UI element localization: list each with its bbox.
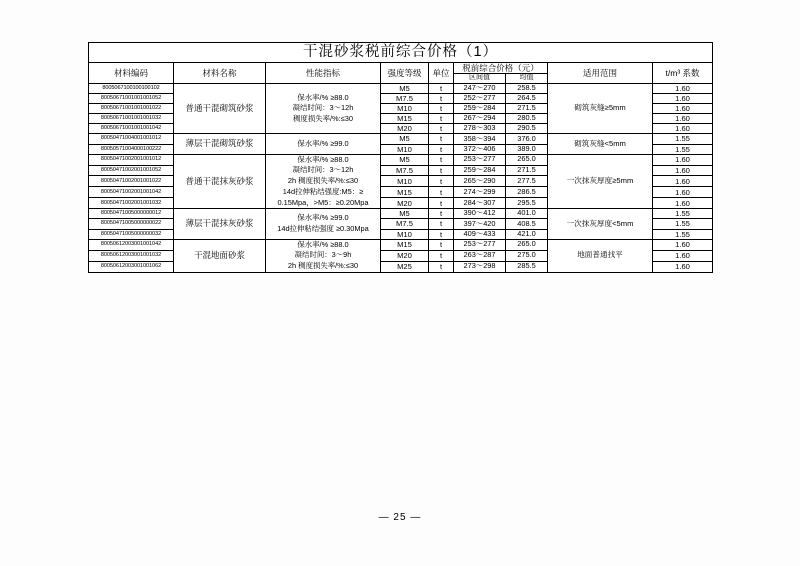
price-avg-cell: 295.5 <box>506 198 548 209</box>
coefficient-cell: 1.60 <box>653 165 713 176</box>
coefficient-cell: 1.60 <box>653 187 713 198</box>
price-avg-cell: 275.0 <box>506 250 548 261</box>
coefficient-cell: 1.60 <box>653 114 713 124</box>
performance-line: 14d拉伸粘结强度:M5：≥ <box>282 186 364 196</box>
scope-cell: 砌筑灰缝≥5mm <box>548 83 653 134</box>
performance-cell <box>266 134 381 154</box>
performance-line: 保水率/% ≥88.0 <box>297 92 349 102</box>
material-code-cell: 80050471002001001012 <box>89 154 174 165</box>
unit-cell: t <box>429 176 454 187</box>
coefficient-cell: 1.55 <box>653 134 713 144</box>
material-code-cell: 80050471005000000012 <box>89 209 174 219</box>
coefficient-cell: 1.60 <box>653 239 713 250</box>
coefficient-cell: 1.55 <box>653 229 713 239</box>
price-range-cell: 259～284 <box>454 104 506 114</box>
price-avg-cell: 286.5 <box>506 187 548 198</box>
performance-cell <box>266 239 381 272</box>
performance-line: 凝结时间：3～12h <box>292 165 354 175</box>
unit-cell: t <box>429 229 454 239</box>
grade-cell: M15 <box>381 187 429 198</box>
price-range-cell: 358～394 <box>454 134 506 144</box>
grade-cell: M25 <box>381 261 429 272</box>
material-name-cell: 普通干混砌筑砂浆 <box>174 83 266 134</box>
table-title-row <box>89 43 713 63</box>
price-range-cell: 390～412 <box>454 209 506 219</box>
coefficient-cell: 1.60 <box>653 104 713 114</box>
material-code-cell: 80050671001001001052 <box>89 93 174 103</box>
scope-cell: 一次抹灰厚度≥5mm <box>548 154 653 209</box>
table-row <box>89 154 713 165</box>
grade-cell: M7.5 <box>381 165 429 176</box>
material-name-cell: 普通干混抹灰砂浆 <box>174 154 266 209</box>
performance-line: 凝结时间：3～9h <box>294 250 352 260</box>
column-header-price-avg: 均值 <box>506 74 548 83</box>
price-avg-cell: 290.5 <box>506 124 548 134</box>
unit-cell: t <box>429 124 454 134</box>
material-code-cell: 80050471002001001052 <box>89 165 174 176</box>
coefficient-cell: 1.55 <box>653 219 713 229</box>
grade-cell: M10 <box>381 104 429 114</box>
unit-cell: t <box>429 134 454 144</box>
grade-cell: M20 <box>381 124 429 134</box>
grade-cell: M7.5 <box>381 219 429 229</box>
coefficient-cell: 1.55 <box>653 144 713 154</box>
price-range-cell: 278～303 <box>454 124 506 134</box>
material-code-cell: 80050612003001001042 <box>89 239 174 250</box>
grade-cell: M5 <box>381 209 429 219</box>
performance-line: 保水率/% ≥88.0 <box>297 239 349 249</box>
price-avg-cell: 271.5 <box>506 104 548 114</box>
material-code-cell: 80050671001001001022 <box>89 104 174 114</box>
unit-cell: t <box>429 104 454 114</box>
price-avg-cell: 277.5 <box>506 176 548 187</box>
price-range-cell: 409～433 <box>454 229 506 239</box>
price-range-cell: 252～277 <box>454 93 506 103</box>
price-range-cell: 284～307 <box>454 198 506 209</box>
unit-cell: t <box>429 219 454 229</box>
table-row <box>89 239 713 250</box>
coefficient-cell: 1.60 <box>653 176 713 187</box>
price-range-cell: 247～270 <box>454 83 506 93</box>
column-header-price-group: 税前综合价格（元） <box>454 62 548 74</box>
unit-cell: t <box>429 154 454 165</box>
coefficient-cell: 1.55 <box>653 209 713 219</box>
coefficient-cell: 1.60 <box>653 93 713 103</box>
performance-line: 保水率/% ≥88.0 <box>297 154 349 164</box>
coefficient-cell: 1.60 <box>653 124 713 134</box>
grade-cell: M10 <box>381 176 429 187</box>
price-range-cell: 397～420 <box>454 219 506 229</box>
material-code-cell: 80050671001001001042 <box>89 124 174 134</box>
column-header-material-code: 材料编码 <box>89 62 174 83</box>
unit-cell: t <box>429 93 454 103</box>
page-number: — 25 — <box>378 512 422 523</box>
material-code-cell: 80050471004001001012 <box>89 134 174 144</box>
material-code-cell: 80050471002001001042 <box>89 187 174 198</box>
unit-cell: t <box>429 250 454 261</box>
price-range-cell: 259～284 <box>454 165 506 176</box>
performance-cell <box>266 154 381 209</box>
column-header-price-range: 区间值 <box>454 74 506 83</box>
material-name-cell: 薄层干混砌筑砂浆 <box>174 134 266 154</box>
price-avg-cell: 408.5 <box>506 219 548 229</box>
price-avg-cell: 389.0 <box>506 144 548 154</box>
price-range-cell: 267～294 <box>454 114 506 124</box>
price-avg-cell: 376.0 <box>506 134 548 144</box>
performance-line: 2h 稠度损失率/%:≤30 <box>287 176 359 186</box>
scope-cell: 地面普通找平 <box>548 239 653 272</box>
price-avg-cell: 258.5 <box>506 83 548 93</box>
price-avg-cell: 271.5 <box>506 165 548 176</box>
price-range-cell: 273～298 <box>454 261 506 272</box>
scope-cell: 一次抹灰厚度<5mm <box>548 209 653 239</box>
price-range-cell: 265～290 <box>454 176 506 187</box>
grade-cell: M5 <box>381 134 429 144</box>
column-header-material-name: 材料名称 <box>174 62 266 83</box>
unit-cell: t <box>429 209 454 219</box>
unit-cell: t <box>429 239 454 250</box>
column-header-grade: 强度等级 <box>381 62 429 83</box>
scope-cell: 砌筑灰缝<5mm <box>548 134 653 154</box>
price-range-cell: 253～277 <box>454 239 506 250</box>
performance-cell <box>266 83 381 134</box>
price-avg-cell: 280.5 <box>506 114 548 124</box>
coefficient-cell: 1.60 <box>653 250 713 261</box>
grade-cell: M5 <box>381 154 429 165</box>
material-name-cell: 薄层干混抹灰砂浆 <box>174 209 266 239</box>
unit-cell: t <box>429 187 454 198</box>
material-code-cell: 80050471002001001022 <box>89 176 174 187</box>
price-avg-cell: 265.0 <box>506 239 548 250</box>
coefficient-cell: 1.60 <box>653 154 713 165</box>
performance-line: 稠度损失率/%:≤30 <box>293 114 353 123</box>
unit-cell: t <box>429 114 454 124</box>
grade-cell: M20 <box>381 250 429 261</box>
material-code-cell: 80050471002001001032 <box>89 198 174 209</box>
performance-cell <box>266 209 381 239</box>
column-header-coefficient: t/m³ 系数 <box>653 62 713 83</box>
material-code-cell: 80050471005000000032 <box>89 229 174 239</box>
table-row <box>89 209 713 219</box>
table-row <box>89 134 713 144</box>
performance-line: 保水率/% ≥99.0 <box>297 213 349 223</box>
grade-cell: M20 <box>381 198 429 209</box>
unit-cell: t <box>429 83 454 93</box>
header-row-1 <box>89 62 713 74</box>
unit-cell: t <box>429 165 454 176</box>
unit-cell: t <box>429 144 454 154</box>
column-header-scope: 适用范围 <box>548 62 653 83</box>
material-code-cell: 80050571004000100222 <box>89 144 174 154</box>
material-code-cell: 80050612003001001062 <box>89 261 174 272</box>
performance-line: 2h 稠度损失率/%:≤30 <box>287 261 359 271</box>
table-row <box>89 83 713 93</box>
grade-cell: M10 <box>381 229 429 239</box>
coefficient-cell: 1.60 <box>653 83 713 93</box>
grade-cell: M15 <box>381 114 429 124</box>
price-range-cell: 274～299 <box>454 187 506 198</box>
price-table <box>88 42 713 273</box>
page-title: 干混砂浆税前综合价格（1） <box>89 43 713 63</box>
price-range-cell: 263～287 <box>454 250 506 261</box>
price-avg-cell: 421.0 <box>506 229 548 239</box>
performance-line: 保水率/% ≥99.0 <box>297 138 349 148</box>
price-avg-cell: 401.0 <box>506 209 548 219</box>
column-header-unit: 单位 <box>429 62 454 83</box>
column-header-performance: 性能指标 <box>266 62 381 83</box>
performance-line: 0.15Mpa，>M5：≥0.20Mpa <box>277 197 369 207</box>
price-avg-cell: 264.5 <box>506 93 548 103</box>
price-range-cell: 372～406 <box>454 144 506 154</box>
price-avg-cell: 285.5 <box>506 261 548 272</box>
price-range-cell: 253～277 <box>454 154 506 165</box>
unit-cell: t <box>429 261 454 272</box>
material-code-cell: 80050471005000000022 <box>89 219 174 229</box>
material-code-cell: 80050612003001001032 <box>89 250 174 261</box>
coefficient-cell: 1.60 <box>653 198 713 209</box>
material-code-cell: 8005067100100100102 <box>89 83 174 93</box>
page-content <box>88 42 712 273</box>
grade-cell: M10 <box>381 144 429 154</box>
unit-cell: t <box>429 198 454 209</box>
material-code-cell: 80050671001001001032 <box>89 114 174 124</box>
grade-cell: M15 <box>381 239 429 250</box>
price-avg-cell: 265.0 <box>506 154 548 165</box>
material-name-cell: 干混地面砂浆 <box>174 239 266 272</box>
coefficient-cell: 1.60 <box>653 261 713 272</box>
performance-line: 凝结时间：3～12h <box>292 103 354 113</box>
performance-line: 14d拉伸粘结强度 ≥0.30Mpa <box>277 223 369 233</box>
grade-cell: M7.5 <box>381 93 429 103</box>
grade-cell: M5 <box>381 83 429 93</box>
